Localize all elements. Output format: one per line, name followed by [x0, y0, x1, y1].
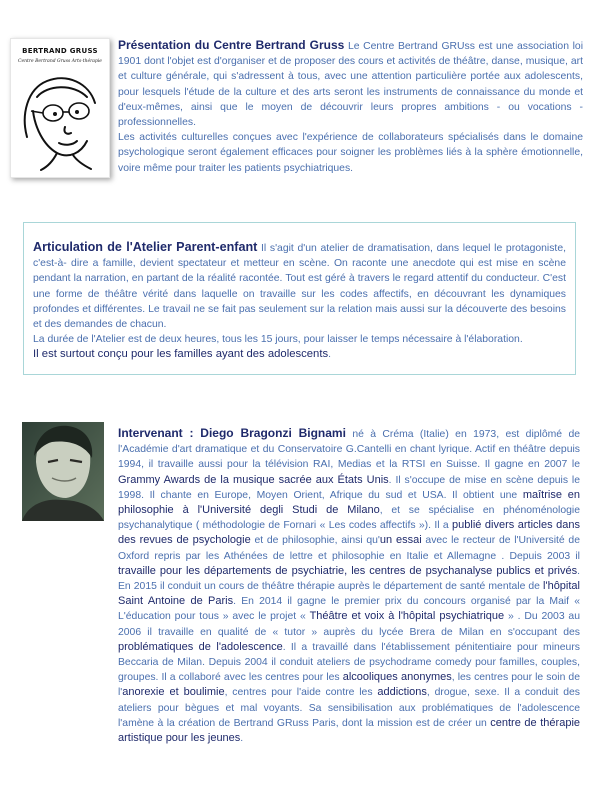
atelier-end: . — [328, 349, 332, 361]
bio-highlight: travaille pour les départements de psychiatrie, les centres de psychanalyse publics et privés — [118, 564, 578, 577]
presentation-body-2: Les activités culturelles conçues avec l'expérience de collaborateurs spécialisés dans le domaine psychologique seront également efficaces pour soigner les problèmes liés à la sphère émotionnelle, voire même pour traiter les patients psychiatriques. — [118, 132, 583, 174]
atelier-body: Il s'agit d'un atelier de dramatisation, dans lequel le protagoniste, c'est-à- dire a famille, devient spectateur et metteur en scène. On raconte une anecdote qui est mise en scène pendant la narration, en partant de la réalité racontée. Tout est géré à travers le regard attentif du conducteur. C'est une forme de théâtre vérité dans laquelle on travaille sur les codes affectifs, en découvrant les dynamiques profondes et différentes. Le travail ne se fait pas seulement sur la relation mais aussi sur la découverte des besoins et des demandes de chacun. — [33, 243, 566, 331]
bio-highlight: centre de thérapie artistique pour les jeunes — [118, 716, 581, 745]
face-drawing-icon — [17, 67, 103, 171]
bio-text: » . Du 2003 au 2006 il travaille en qualité de « tutor » auprès du lycée Brera de Milan en s'occupant des — [118, 611, 580, 638]
centre-logo — [10, 38, 110, 178]
bio-text: . — [240, 733, 244, 745]
presentation-body: Le Centre Bertrand GRUss est une association loi 1901 dont l'objet est d'organiser et de proposer des cours et activités de théâtre, danse, musique, art et culture générale, qui s'adressent à tous, avec une attention particulière portée aux adolescents, pour lesquels l'étude de la culture et des arts seront les instruments de connaissance du monde et d'eux-mêmes, ainsi que le moyen de découvrir leurs propres ambitions - ou vocations - professionnelles. — [118, 41, 583, 129]
bio-highlight: l'hôpital Saint Antoine de Paris — [118, 580, 580, 608]
logo-brand: BERTRAND GRUSS — [22, 47, 98, 55]
bio-highlight: problématiques de l'adolescence — [118, 640, 283, 653]
atelier-text — [33, 240, 566, 363]
bio-text: . En 2015 il conduit un cours de théâtre thérapie auprès le département de santé mentale de — [118, 565, 580, 593]
bio-highlight: alcooliques anonymes — [342, 671, 452, 684]
bio-text: né à Créma (Italie) en 1973, est diplômé de l'Académie d'art dramatique et du Conservatoire G.Cantelli en chant lyrique. Actif en théâtre depuis 1994, il travaille aussi pour la télévision RAI, Medias et la RTSI en Suisse. Il gagne en 2007 le — [118, 429, 580, 471]
bio-text: . En 2014 il gagne le premier prix du concours organisé par la Maif « L'éducation pour tous » avec le projet « — [118, 596, 580, 623]
atelier-emphasis: Il est surtout conçu pour les familles ayant des adolescents — [33, 348, 329, 361]
atelier-title: Articulation de l'Atelier Parent-enfant — [33, 240, 258, 254]
atelier-duration: La durée de l'Atelier est de deux heures, tous les 15 jours, pour laisser le temps nécessaire à l'élaboration. — [33, 334, 523, 346]
bio-highlight: maîtrise en philosophie à l'Université degli Studi de Milano — [118, 488, 580, 517]
bio-text: . Il a travaillé dans l'établissement pénitentiaire pour mineurs Beccaria de Milan. Depuis 2004 il conduit ateliers de psychodrame comedy pour familles, couples, groupes. Il a collaboré avec les centres pour les — [118, 641, 580, 684]
bio-text: , les centres pour le soin de l' — [118, 672, 580, 699]
bio-text: et de philosophie, ainsi qu' — [250, 535, 380, 547]
bio-highlight: Théâtre et voix à l'hôpital psychiatrique — [309, 610, 505, 623]
bio-highlight: publié divers articles dans des revues de psychologie — [118, 519, 580, 547]
bio-highlight: un essai — [379, 534, 422, 547]
bio-highlight: anorexie et boulimie — [122, 686, 225, 699]
intervenant-photo — [22, 422, 104, 521]
bio-highlight: addictions — [377, 686, 427, 699]
bio-text: , et se spécialise en phénoménologie psychanalytique ( méthodologie de Fornari « Les codes affectifs »). Il a — [118, 505, 581, 532]
intervenant-text — [118, 426, 580, 746]
atelier-box — [23, 222, 576, 375]
bio-text: . Il s'occupe de mise en scène depuis le 1998. Il chante en Europe, Moyen Orient, Afrique du sud et USA. Il obtient une — [118, 474, 580, 501]
intervenant-title: Intervenant : Diego Bragonzi Bignami — [118, 426, 346, 440]
logo-tagline: Centre Bertrand Gruss Arts-thérapie — [18, 59, 102, 64]
presentation-text — [118, 38, 583, 176]
atelier-emphasis-line — [33, 347, 566, 362]
bio-text: , drogue, sexe. Il a conduit des ateliers pour bègues et mal voyants. Sa sensibilisation aux problématiques de l'adolescence l'amène à la création de Bertrand GRuss Paris, dont la mission est de créer un — [118, 687, 580, 729]
presentation-title: Présentation du Centre Bertrand Gruss — [118, 38, 345, 52]
bio-text: , centres pour l'aide contre les — [224, 687, 378, 699]
bio-highlight: Grammy Awards de la musique sacrée aux États Unis — [118, 473, 389, 486]
intervenant-bio — [118, 429, 580, 744]
bio-text: avec le recteur de l'Université de Oxford repris par les Athénées de lettre et philosophie en Italie et Allemagne . Depuis 2003 il — [118, 535, 580, 562]
